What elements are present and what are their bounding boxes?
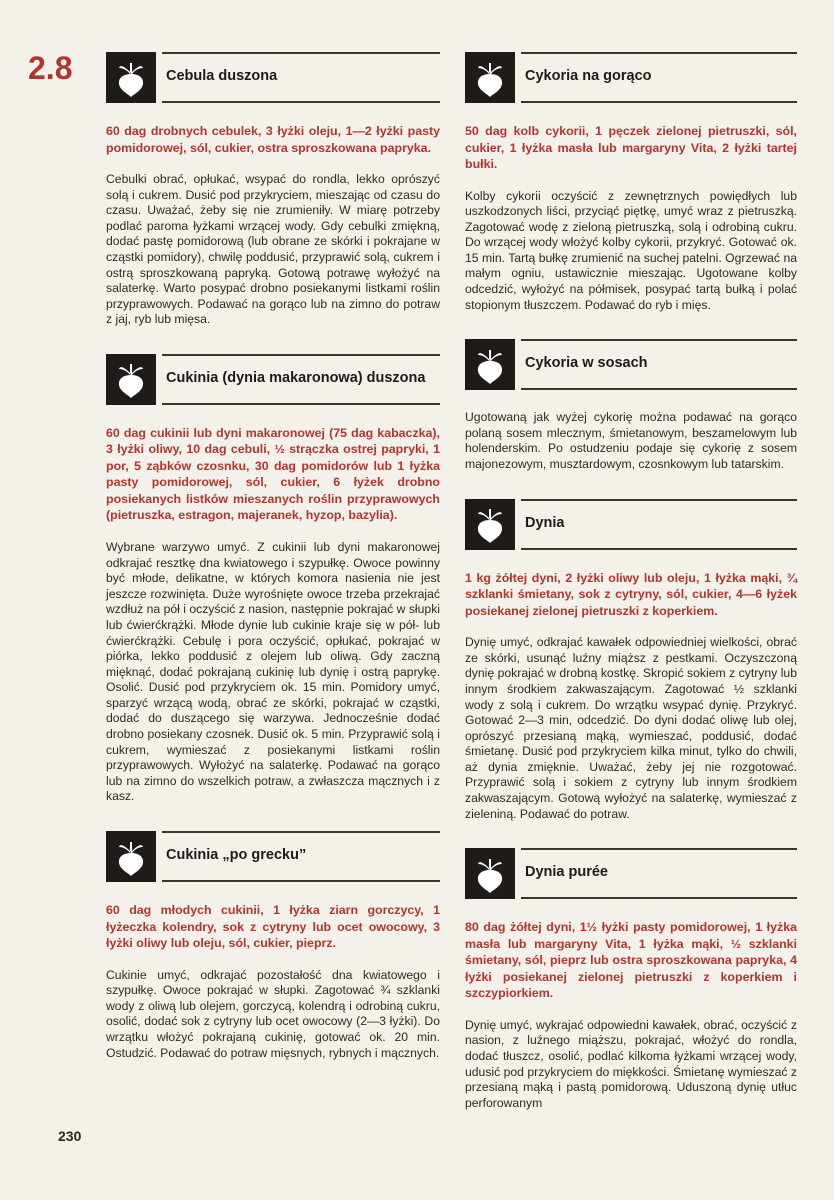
recipe-description: Kolby cykorii oczyścić z zewnętrznych powiędłych lub uszkodzonych liści, przyciąć piętkę, umyć wraz z pietruszką. Zagotować wodę z zieloną pietruszką, solą i odrobiną cukru. Do wrzącej wody włożyć kolby cykorii, przykryć. Gotować ok. 15 min. Tartą bułkę zrumienić na suchej patelni. Ogrzewać na małym ogniu, ustawicznie mieszając. Ugotowane kolby odcedzić, wyłożyć na półmisek, posypać tartą bułką i polać stopionym tłuszczem. Podawać do ryb i mięs. — [465, 188, 797, 312]
header-rule-top — [521, 52, 797, 54]
recipe-title: Cykoria na gorąco — [525, 68, 652, 84]
vegetable-turnip-icon — [106, 52, 156, 103]
header-rule-bottom — [162, 101, 440, 103]
recipe-ingredients: 50 dag kolb cykorii, 1 pęczek zielonej pietruszki, sól, cukier, 1 łyżka masła lub margaryny Vita, 2 łyżki tartej bułki. — [465, 124, 797, 171]
recipe-description: Cukinie umyć, odkrajać pozostałość dna kwiatowego i szypułkę. Owoce pokrajać w słupki. Zagotować ¾ szklanki wody z oliwą lub olejem, gorczycą, kolendrą i odrobiną cukru, osolić, dodać sok z cytryny lub ocet owocowy (2—3 łyżki). Do wrzątku włożyć pokrajaną cukinię, gotować ok. 20 min. Ostudzić. Podawać do potraw mięsnych, rybnych i mącznych. — [106, 967, 440, 1060]
header-rule-bottom — [521, 388, 797, 390]
header-rule-bottom — [162, 880, 440, 882]
recipe-ingredients: 60 dag młodych cukinii, 1 łyżka ziarn gorczycy, 1 łyżeczka kolendry, sok z cytryny lub ocet owocowy, 3 łyżki oliwy lub oleju, sól, cukier, pieprz. — [106, 903, 440, 951]
recipe-dynia — [465, 499, 797, 823]
recipe-title: Cykoria w sosach — [525, 355, 648, 372]
recipe-header — [465, 339, 797, 390]
recipe-cukinia-po-grecku — [106, 831, 440, 1061]
recipe-description: Wybrane warzywo umyć. Z cukinii lub dyni makaronowej odkrajać resztkę dna kwiatowego i szypułkę. Owoce powinny być młode, delikatne, w których komora nasienia nie jest jeszcze rozwinięta. Duże wyrośnięte owoce trzeba przekrajać wzdłuż na pół i oczyścić z nasion, następnie pokrajać w słupki lub ćwierćkrążki. Młode dynie lub cukinie kraje się w pół- lub ćwierćkrążki. Cebulę i pora oczyścić, opłukać, pokrajać w piórka, lekko poddusić z olejem lub oliwą. Gdy zaczną mięknąć, dodać pokrajaną cukinię lub dynię i ostrą paprykę. Osolić. Dusić pod przykryciem ok. 15 min. Pomidory umyć, sparzyć wrzącą wodą, obrać ze skórki, pokrajać w cząstki, dodać do duszącego się warzywa. Jednocześnie dodać drobno posiekany czosnek. Dusić ok. 5 min. Przyprawić solą i cukrem, wymieszać z posiekanymi listkami roślin przyprawowych. Wyłożyć na salaterkę. Podawać na gorąco lub na zimno do wszelkich potraw, a zwłaszcza mącznych i z kasz. — [106, 539, 440, 804]
recipe-description: Cebulki obrać, opłukać, wsypać do rondla, lekko oprószyć solą i cukrem. Dusić pod przykryciem, mieszając od czasu do czasu. Uważać, żeby się nie zrumieniły. W miarę potrzeby podlać paroma łyżkami wrzącej wody. Gdy cebulki zmiękną, dodać pastę pomidorową (lub obrane ze skórki i pokrajane w cząstki pomidory), chwilę poddusić, przyprawić solą, cukrem i ostrą sproszkowaną papryką. Gotową potrawę wyłożyć na salaterkę. Warto posypać drobno posiekanymi listkami roślin przyprawowych. Podawać na gorąco lub na zimno do potraw z jaj, ryb lub mięsa. — [106, 172, 440, 327]
recipe-ingredients: 60 dag drobnych cebulek, 3 łyżki oleju, 1—2 łyżki pasty pomidorowej, sól, cukier, ostra sproszkowana papryka. — [106, 124, 440, 155]
header-rule-bottom — [521, 548, 797, 550]
recipe-ingredients: 60 dag cukinii lub dyni makaronowej (75 dag kabaczka), 3 łyżki oliwy, 10 dag cebuli, ½ strączka ostrej papryki, 1 por, 5 ząbków czosnku, 30 dag pomidorów lub 1 łyżka pasty pomidorowej, sól, cukier, 6 łyżek drobno posiekanych listków mieszanych roślin przyprawowych (pietruszka, estragon, majeranek, hyzop, bazylia). — [106, 425, 440, 523]
left-column — [106, 52, 440, 1087]
header-rule-top — [521, 848, 797, 850]
recipe-cykoria-w-sosach — [465, 339, 797, 472]
vegetable-turnip-icon — [465, 499, 515, 550]
vegetable-turnip-icon — [106, 354, 156, 405]
right-column — [465, 52, 797, 1137]
header-rule-bottom — [521, 101, 797, 103]
recipe-dynia-puree — [465, 848, 797, 1111]
vegetable-turnip-icon — [106, 831, 156, 882]
recipe-header — [465, 499, 797, 550]
header-rule-top — [162, 52, 440, 54]
section-number: 2.8 — [28, 50, 73, 86]
page-number: 230 — [58, 1128, 82, 1144]
recipe-title: Cebula duszona — [166, 68, 278, 84]
recipe-header — [106, 52, 440, 103]
recipe-header — [106, 831, 440, 882]
recipe-ingredients: 80 dag żółtej dyni, 1½ łyżki pasty pomidorowej, 1 łyżka masła lub margaryny Vita, 1 łyżka mąki, ½ szklanki śmietany, sól, pieprz lub ostra sproszkowana papryka, 4 łyżki posiekanej zielonej pietruszki z koperkiem i szczypiorkiem. — [465, 920, 797, 1001]
header-rule-top — [162, 831, 440, 833]
vegetable-turnip-icon — [465, 52, 515, 103]
recipe-title: Dynia — [525, 514, 565, 531]
header-rule-top — [521, 499, 797, 501]
recipe-cykoria-na-goraco — [465, 52, 797, 313]
header-rule-top — [521, 339, 797, 341]
recipe-title: Cukinia (dynia makaronowa) duszona — [166, 369, 426, 386]
recipe-title: Cukinia „po grecku” — [166, 847, 307, 864]
recipe-ingredients: 1 kg żółtej dyni, 2 łyżki oliwy lub oleju, 1 łyżka mąki, ¾ szklanki śmietany, sok z cytryny, sól, cukier, 4—6 łyżek posiekanej zielonej pietruszki z koperkiem. — [465, 570, 797, 618]
recipe-title: Dynia purée — [525, 864, 608, 881]
recipe-header — [106, 354, 440, 405]
recipe-cebula-duszona — [106, 52, 440, 328]
vegetable-turnip-icon — [465, 848, 515, 899]
header-rule-bottom — [162, 403, 440, 405]
recipe-header — [465, 848, 797, 899]
recipe-header — [465, 52, 797, 103]
recipe-description: Ugotowaną jak wyżej cykorię można podawać na gorąco polaną sosem mlecznym, śmietanowym, beszamelowym lub holenderskim. Po ostudzeniu podaje się cykorię z sosem majonezowym, musztardowym, czosnkowym lub tatarskim. — [465, 410, 797, 472]
header-rule-top — [162, 354, 440, 356]
header-rule-bottom — [521, 897, 797, 899]
recipe-description: Dynię umyć, odkrajać kawałek odpowiedniej wielkości, obrać ze skórki, usunąć luźny miąższ z pestkami. Oczyszczoną dynię pokrajać w drobną kostkę. Skropić sokiem z cytryny lub innym środkiem zakwaszającym. Zagotować ½ szklanki wody z solą i cukrem. Do wrzątku wsypać dynię. Przykryć. Gotować 2—3 min, odcedzić. Do dyni dodać oliwę lub olej, oprószyć przesianą mąką, wymieszać, poddusić, dodać śmietanę. Dusić pod przykryciem kilka minut, tylko do chwili, aż dynia zmięknie. Uważać, żeby jej nie rozgotować. Przyprawić solą i sokiem z cytryny lub innym środkiem zakwaszającym. Gotową wyłożyć na salaterkę, wymieszać z zieleniną. Podawać do potraw. — [465, 635, 797, 821]
recipe-description: Dynię umyć, wykrajać odpowiedni kawałek, obrać, oczyścić z nasion, z luźnego miąższu, pokrajać, włożyć do rondla, dodać tłuszcz, osolić, podlać kilkoma łyżkami wrzącej wody, udusić pod przykryciem do miękkości. Śmietanę wymieszać z przesianą mąką i pastą pomidorową. Uduszoną dynię utłuc perforowanym — [465, 1017, 797, 1110]
recipe-cukinia-duszona — [106, 354, 440, 805]
vegetable-turnip-icon — [465, 339, 515, 390]
